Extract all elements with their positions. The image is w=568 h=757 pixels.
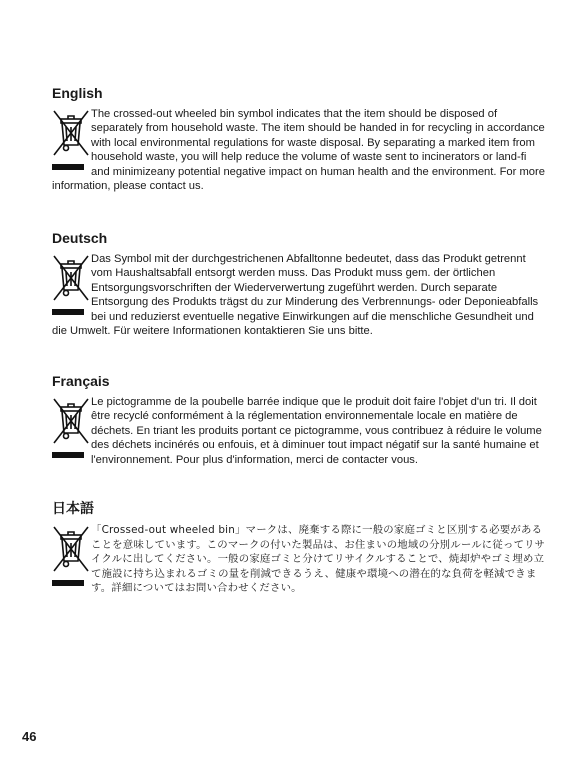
section-body: [52, 395, 548, 467]
weee-bin-icon: [52, 395, 90, 461]
section-japanese: [52, 501, 548, 596]
section-heading: 日本語: [52, 501, 94, 517]
section-paragraph: The crossed-out wheeled bin symbol indicates that the item should be disposed of separately from household waste. The item should be handed in for recycling in accordance with local environmental regulations for waste disposal. By separating a marked item from household waste, you will help reduce the volume of waste sent to incinerators or land-fi and minimizeany potential negative impact on human health and the environment. For more information, please contact us.: [52, 108, 545, 193]
section-heading: Deutsch: [52, 230, 108, 246]
weee-bin-icon: [52, 107, 90, 173]
weee-bar: [52, 452, 84, 458]
section-body: [52, 252, 548, 338]
section-english: [52, 85, 548, 193]
weee-bar: [52, 309, 84, 315]
section-paragraph: Le pictogramme de la poubelle barrée indique que le produit doit faire l'objet d'un tri. Il doit être recyclé conformément à la réglementation environnementale locale en matière de déchets. En triant les produits portant ce pictogramme, vous contribuez à réduire le volume des déchets incinérés ou enfouis, et à diminuer tout impact négatif sur la santé humaine et l'environnement. Pour plus d'information, merci de contacter vous.: [91, 396, 542, 466]
weee-bin-icon: [52, 523, 90, 589]
section-francais: [52, 373, 548, 467]
weee-bar: [52, 164, 84, 170]
section-paragraph: Das Symbol mit der durchgestrichenen Abfalltonne bedeutet, dass das Produkt getrennt vom Haushaltsabfall entsorgt werden muss. Das Produkt muss gem. der örtlichen Entsorgungsvorschriften der Wiederverwertung zugeführt werden. Durch separate Entsorgung des Produkts trägst du zur Minderung des Verbrennungs- oder Deponieabfalls bei und reduzierst eventuelle negative Einwirkungen auf die menschliche Gesundheit und die Umwelt. Für weitere Informationen kontaktieren Sie uns bitte.: [52, 253, 539, 338]
weee-bin-icon: [52, 252, 90, 318]
section-heading: Français: [52, 373, 110, 389]
page-number: 46: [22, 729, 37, 744]
weee-bar: [52, 580, 84, 586]
section-body: [52, 523, 548, 596]
section-paragraph: 「Crossed-out wheeled bin」マークは、廃棄する際に一般の家庭ゴミと区別する必要があることを意味しています。このマークの付いた製品は、お住まいの地域の分別ルールに従ってリサイクルに出してください。一般の家庭ゴミと分けてリサイクルすることで、焼却炉やゴミ埋め立て施設に持ち込まれるゴミの量を削減できるうえ、健康や環境への潜在的な負荷を軽減できます。詳細についてはお問い合わせください。: [91, 524, 546, 595]
section-body: [52, 107, 548, 193]
section-heading: English: [52, 85, 103, 101]
section-deutsch: [52, 230, 548, 338]
